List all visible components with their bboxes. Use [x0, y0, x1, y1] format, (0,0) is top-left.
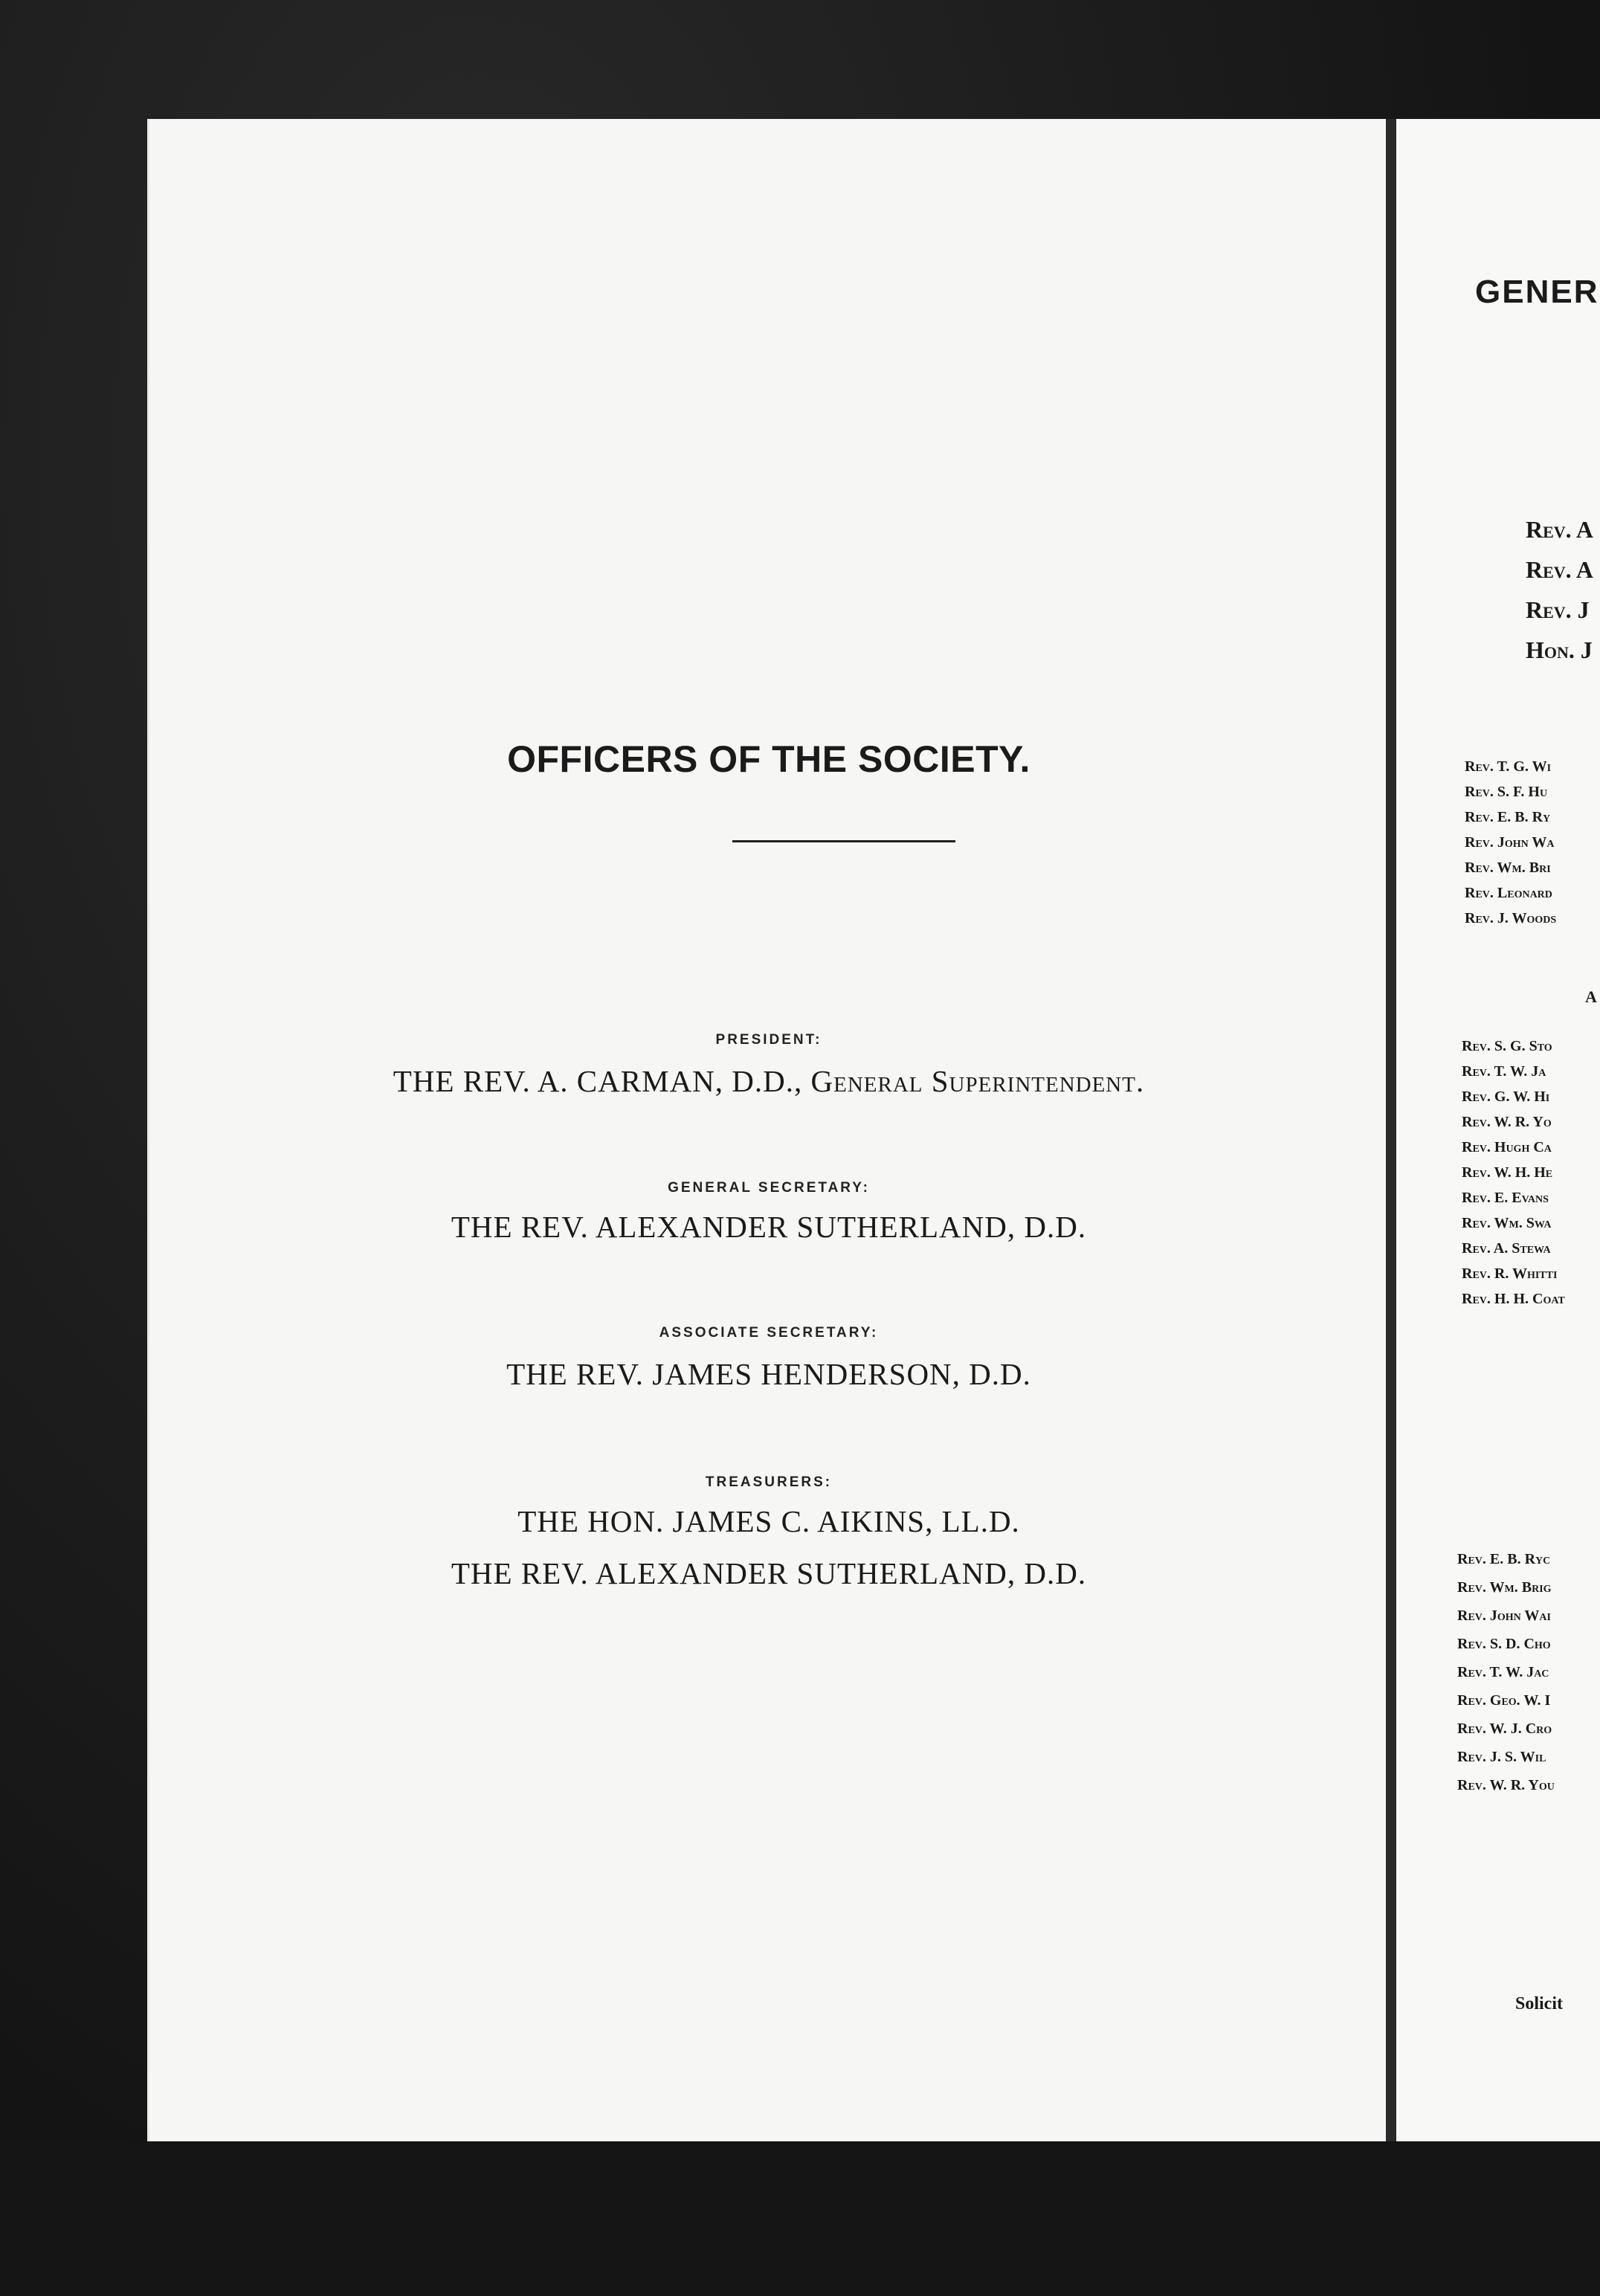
officer-line: Rev. A: [1526, 556, 1594, 583]
committee-list: [1462, 1038, 1600, 1316]
general-secretary-name: THE REV. ALEXANDER SUTHERLAND, D.D.: [451, 1210, 1087, 1244]
officer-line: Rev. A: [1526, 516, 1594, 543]
list-item: Rev. John Wai: [1457, 1607, 1551, 1624]
officer-line: Rev. J: [1526, 596, 1590, 623]
list-item: Rev. T. W. Jac: [1457, 1664, 1549, 1680]
associate-secretary-name: THE REV. JAMES HENDERSON, D.D.: [506, 1357, 1031, 1391]
president-title: General Superintendent.: [810, 1064, 1145, 1098]
list-item: Rev. Wm. Brig: [1457, 1579, 1552, 1596]
list-item: Rev. S. G. Sto: [1462, 1038, 1552, 1054]
president-line: [149, 1063, 1388, 1099]
president-name: THE REV. A. CARMAN, D.D.,: [393, 1064, 803, 1098]
list-item: Rev. Hugh Ca: [1462, 1139, 1552, 1155]
list-item: Rev. Geo. W. I: [1457, 1692, 1551, 1709]
list-item: Rev. S. F. Hu: [1465, 784, 1548, 800]
list-item: Rev. G. W. Hi: [1462, 1089, 1550, 1105]
list-item: Rev. E. B. Ryc: [1457, 1551, 1551, 1567]
list-item: Rev. W. J. Cro: [1457, 1721, 1552, 1737]
list-item: Rev. T. G. Wi: [1465, 758, 1552, 775]
title-divider: [732, 840, 955, 842]
section-heading: A: [1585, 987, 1597, 1006]
list-item: Rev. John Wa: [1465, 834, 1555, 851]
left-page: [147, 119, 1388, 2141]
list-item: Rev. H. H. Coat: [1462, 1291, 1565, 1307]
list-item: Rev. W. R. You: [1457, 1777, 1555, 1793]
list-item: Rev. A. Stewa: [1462, 1240, 1551, 1257]
list-item: Rev. R. Whitti: [1462, 1265, 1558, 1282]
committee-list: [1457, 1551, 1600, 1805]
list-item: Rev. E. Evans: [1462, 1190, 1549, 1206]
officer-line: Hon. J: [1526, 636, 1593, 663]
list-item: Rev. W. R. Yo: [1462, 1114, 1552, 1130]
list-item: Rev. E. B. Ry: [1465, 809, 1551, 825]
treasurer-name: THE REV. ALEXANDER SUTHERLAND, D.D.: [451, 1556, 1087, 1590]
right-page-title: GENER: [1475, 274, 1599, 310]
page-title: OFFICERS OF THE SOCIETY.: [507, 738, 1030, 780]
committee-list: [1465, 758, 1600, 935]
president-label: PRESIDENT:: [715, 1032, 822, 1048]
right-page: [1396, 119, 1600, 2156]
list-item: Rev. Leonard: [1465, 885, 1552, 901]
list-item: Rev. Wm. Swa: [1462, 1215, 1552, 1231]
list-item: Rev. Wm. Bri: [1465, 860, 1551, 876]
associate-secretary-label: ASSOCIATE SECRETARY:: [659, 1325, 879, 1341]
list-item: Rev. S. D. Cho: [1457, 1636, 1551, 1652]
treasurer-name: THE HON. JAMES C. AIKINS, LL.D.: [517, 1504, 1020, 1538]
page-gutter: [1386, 119, 1396, 2156]
list-item: Rev. J. S. Wil: [1457, 1749, 1546, 1765]
scan-bottom-edge: [0, 2141, 1600, 2296]
right-page-footer: Solicit: [1515, 1994, 1563, 2013]
general-secretary-label: GENERAL SECRETARY:: [668, 1180, 870, 1196]
treasurers-label: TREASURERS:: [705, 1474, 833, 1490]
list-item: Rev. J. Woods: [1465, 910, 1557, 926]
list-item: Rev. W. H. He: [1462, 1164, 1553, 1181]
list-item: Rev. T. W. Ja: [1462, 1063, 1546, 1080]
